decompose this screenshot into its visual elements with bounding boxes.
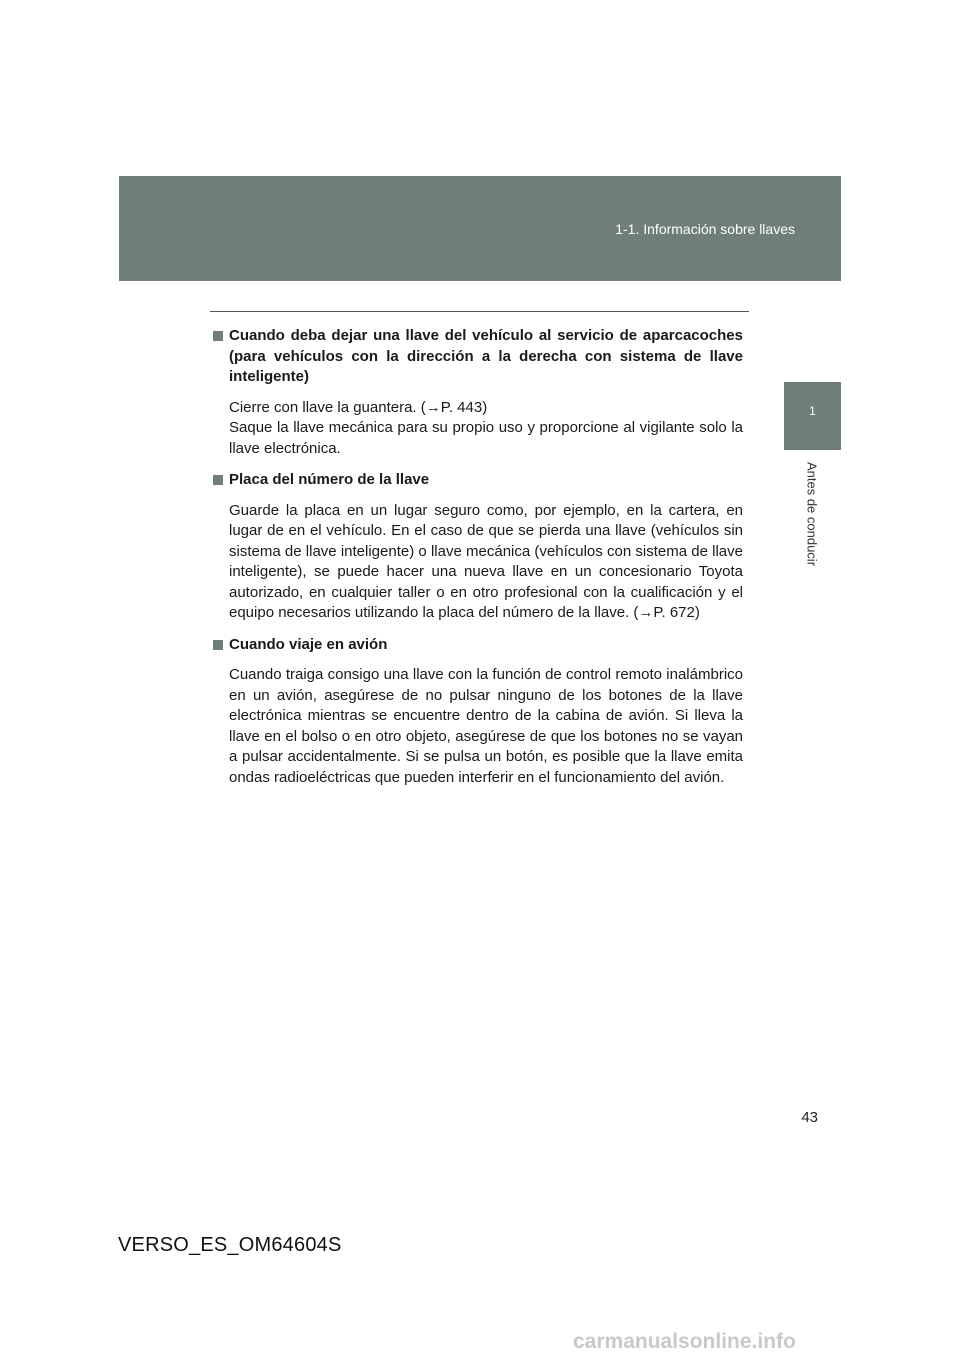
section-airplane bbox=[213, 635, 743, 789]
square-bullet-icon bbox=[213, 475, 223, 485]
header-band bbox=[119, 176, 841, 281]
paragraph: Guarde la placa en un lugar seguro como, por ejemplo, en la cartera, en lugar de en el vehículo. En el caso de que se pierda una llave (vehículos sin sistema de llave inteligente) o llave mecánica (vehículos con sistema de llave inteligente), se puede hacer una nueva llave en un concesionario Toyota autorizado, en cualquier taller o en otro profesional con la cualificación y el equipo necesarios utilizando la placa del número de la llave. (→P. 672) bbox=[229, 501, 743, 621]
section-heading: Placa del número de la llave bbox=[213, 470, 743, 491]
section-title: 1-1. Información sobre llaves bbox=[615, 221, 795, 237]
section-heading: Cuando deba dejar una llave del vehículo al servicio de aparcacoches (para vehículos con la dirección a la derecha con sistema de llave inteligente) bbox=[213, 326, 743, 388]
chapter-tab bbox=[784, 382, 841, 450]
section-heading: Cuando viaje en avión bbox=[213, 635, 743, 656]
square-bullet-icon bbox=[213, 331, 223, 341]
document-code: VERSO_ES_OM64604S bbox=[118, 1234, 342, 1256]
chapter-title: Antes de conducir bbox=[804, 461, 820, 567]
chapter-tab-number: 1 bbox=[809, 404, 816, 418]
paragraph: Saque la llave mecánica para su propio uso y proporcione al vigilante solo la llave electrónica. bbox=[229, 419, 743, 457]
page-number: 43 bbox=[801, 1109, 818, 1126]
top-divider bbox=[210, 311, 749, 312]
watermark[interactable]: carmanualsonline.info bbox=[573, 1330, 796, 1353]
section-key-number-plate bbox=[213, 470, 743, 624]
section-valet bbox=[213, 326, 743, 459]
content bbox=[213, 326, 743, 788]
paragraph: Cierre con llave la guantera. (→P. 443) bbox=[229, 398, 488, 416]
paragraph: Cuando traiga consigo una llave con la función de control remoto inalámbrico en un avión, asegúrese de no pulsar ninguno de los botones de la llave electrónica mientras se encuentre dentro de la cabina de avión. Si lleva la llave en el bolso o en otro objeto, asegúrese de que los botones no se vayan a pulsar accidentalmente. Si se pulsa un botón, es posible que la llave emita ondas radioeléctricas que pueden interferir en el funcionamiento del avión. bbox=[229, 666, 743, 786]
square-bullet-icon bbox=[213, 640, 223, 650]
